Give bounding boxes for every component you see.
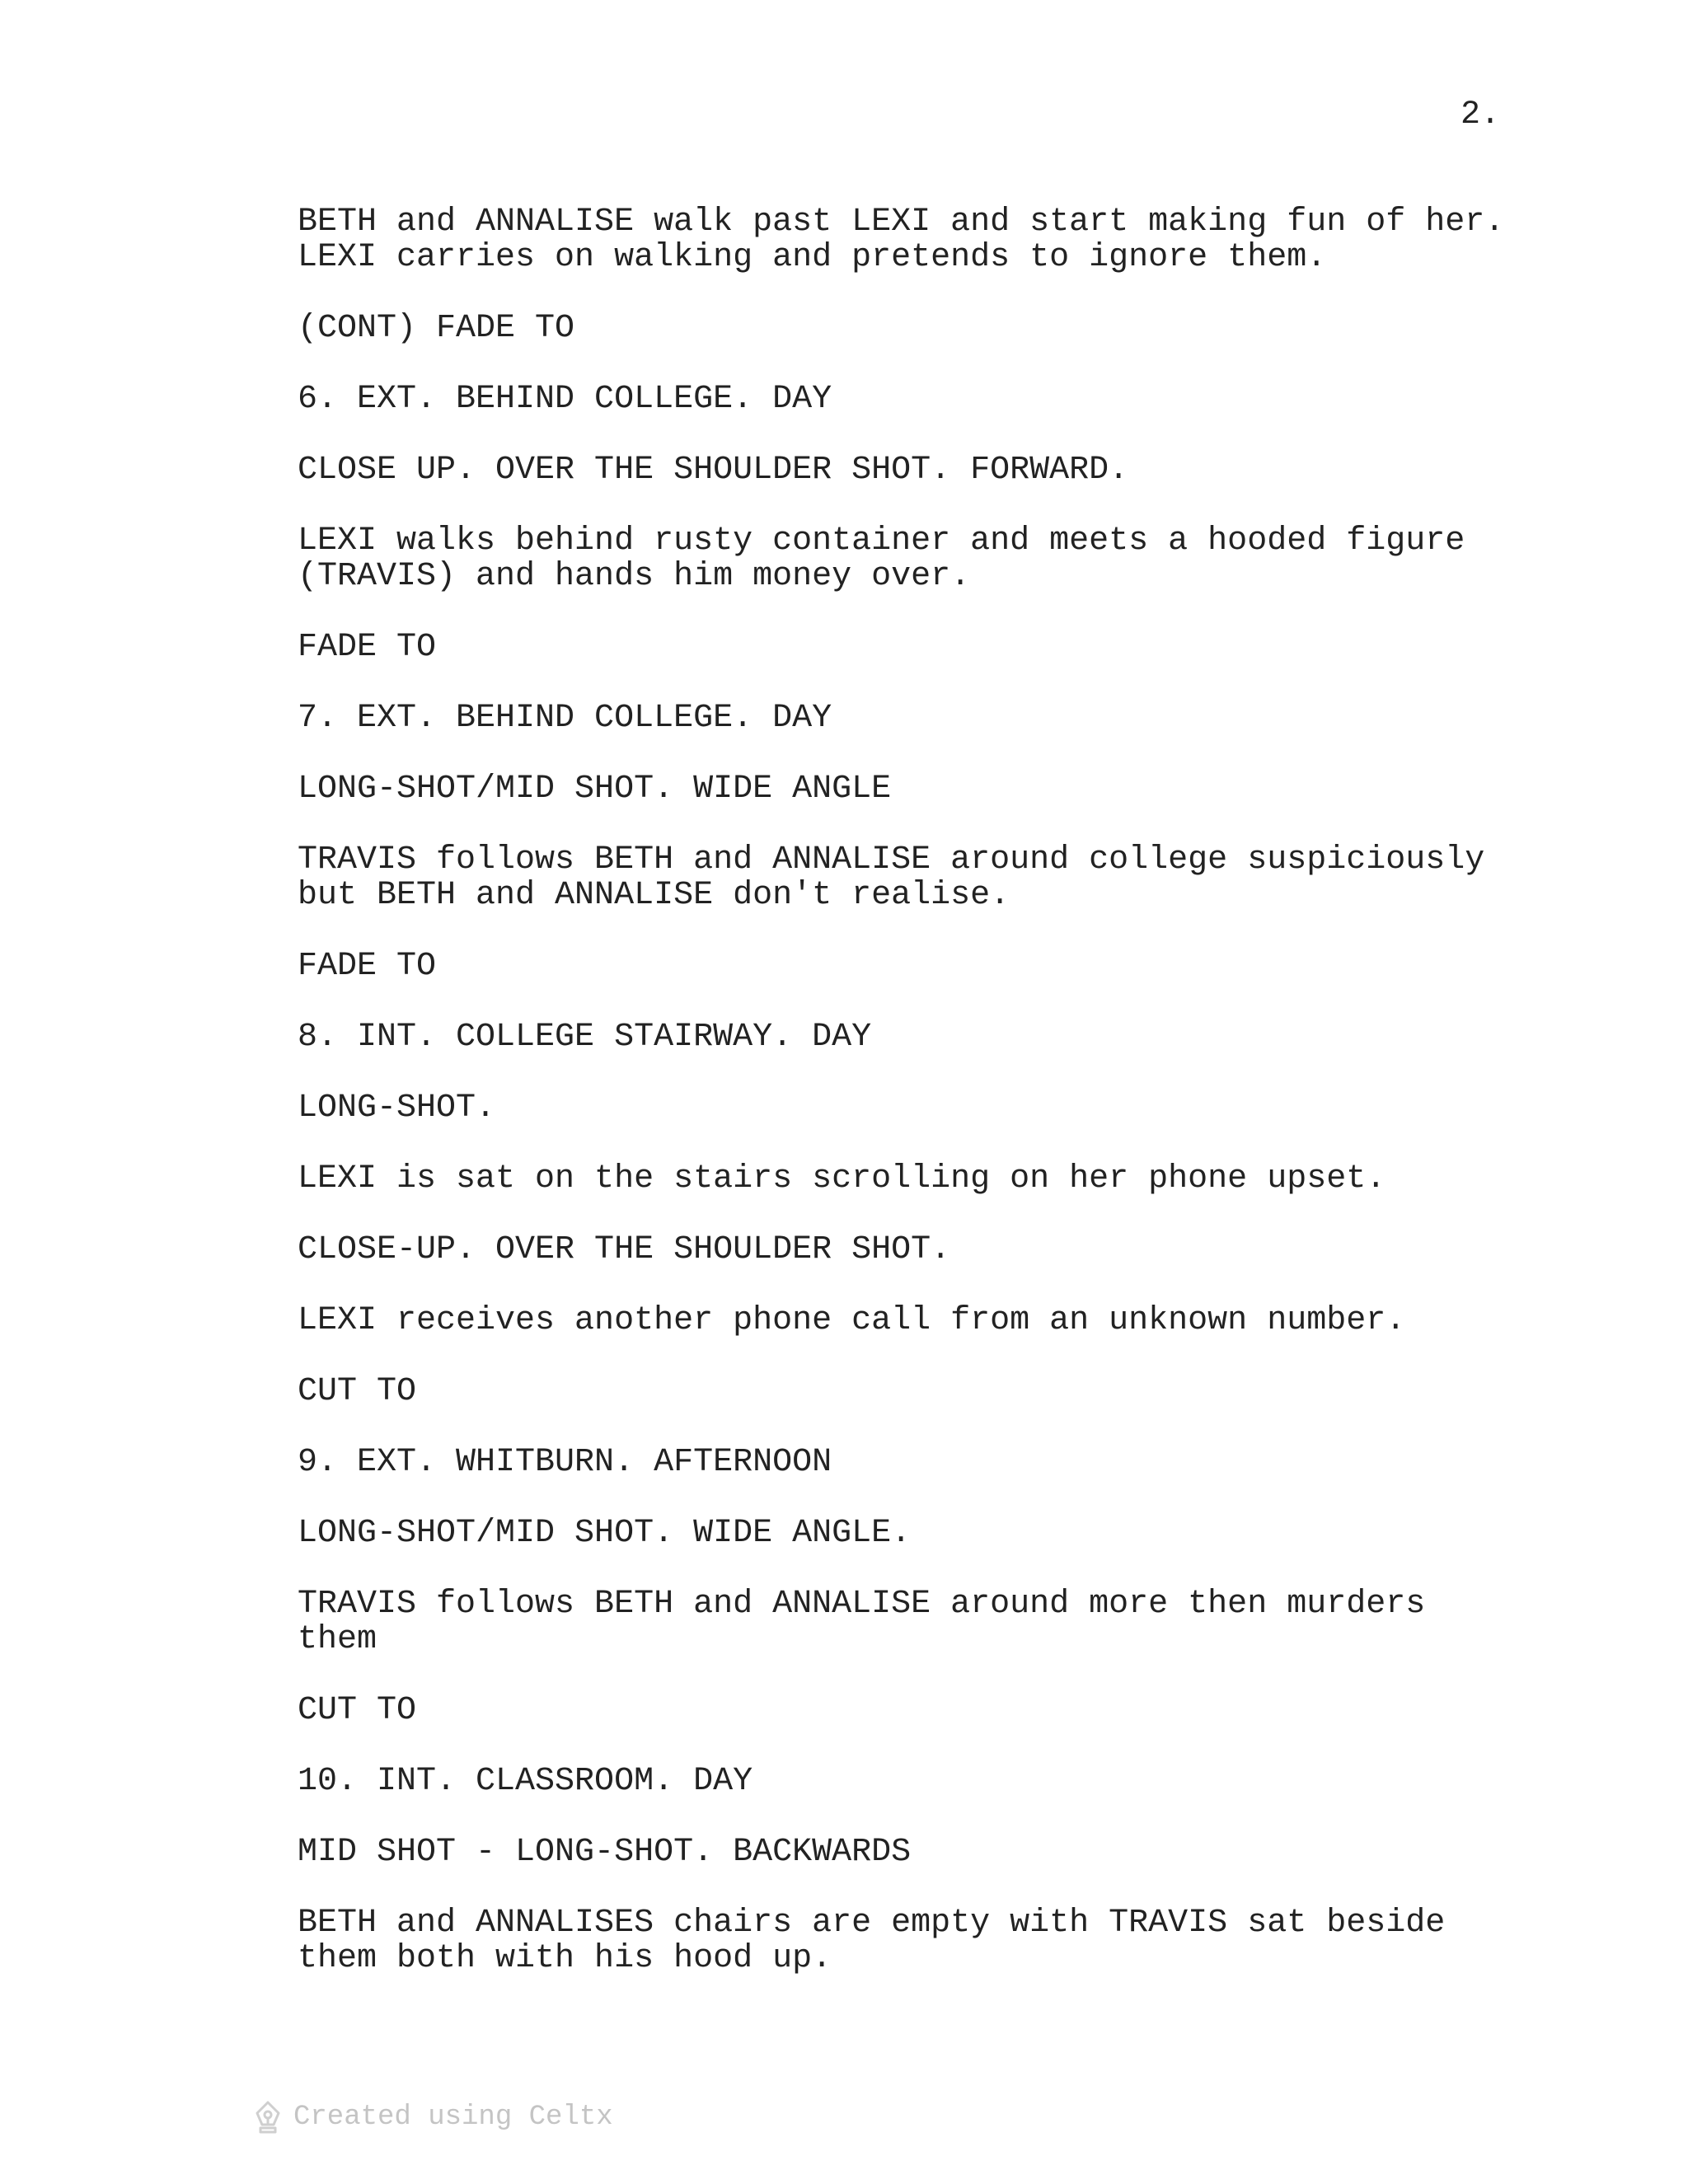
scene-heading: 8. INT. COLLEGE STAIRWAY. DAY (298, 1019, 872, 1056)
action-line: TRAVIS follows BETH and ANNALISE around college suspiciously but BETH and ANNALISE don't realise. (298, 841, 1485, 914)
action-line: LEXI receives another phone call from an unknown number. (298, 1302, 1406, 1339)
shot-line: LONG-SHOT/MID SHOT. WIDE ANGLE. (298, 1515, 912, 1552)
transition-line: (CONT) FADE TO (298, 310, 575, 347)
shot-line: LONG-SHOT/MID SHOT. WIDE ANGLE (298, 771, 892, 808)
shot-line: LONG-SHOT. (298, 1090, 496, 1127)
page-number: 2. (1460, 96, 1500, 134)
script-body (298, 204, 1534, 2012)
action-line: LEXI walks behind rusty container and meets a hooded figure (TRAVIS) and hands him money over. (298, 523, 1465, 595)
scene-heading: 10. INT. CLASSROOM. DAY (298, 1763, 753, 1800)
transition-line: FADE TO (298, 629, 437, 666)
scene-heading: 9. EXT. WHITBURN. AFTERNOON (298, 1444, 832, 1481)
pen-nib-icon (254, 2100, 282, 2135)
action-line: BETH and ANNALISES chairs are empty with TRAVIS sat beside them both with his hood up. (298, 1905, 1446, 1977)
action-line: LEXI is sat on the stairs scrolling on her phone upset. (298, 1160, 1386, 1197)
transition-line: CUT TO (298, 1373, 417, 1410)
transition-line: FADE TO (298, 948, 437, 985)
action-line: BETH and ANNALISE walk past LEXI and start making fun of her. LEXI carries on walking and pretends to ignore them. (298, 204, 1505, 276)
shot-line: CLOSE UP. OVER THE SHOULDER SHOT. FORWARD. (298, 452, 1129, 489)
footer-text: Created using Celtx (293, 2102, 613, 2133)
shot-line: CLOSE-UP. OVER THE SHOULDER SHOT. (298, 1231, 951, 1268)
scene-heading: 7. EXT. BEHIND COLLEGE. DAY (298, 700, 832, 737)
shot-line: MID SHOT - LONG-SHOT. BACKWARDS (298, 1834, 912, 1871)
transition-line: CUT TO (298, 1692, 417, 1729)
action-line: TRAVIS follows BETH and ANNALISE around more then murders them (298, 1586, 1426, 1658)
scene-heading: 6. EXT. BEHIND COLLEGE. DAY (298, 381, 832, 418)
footer-credit (254, 2100, 613, 2135)
